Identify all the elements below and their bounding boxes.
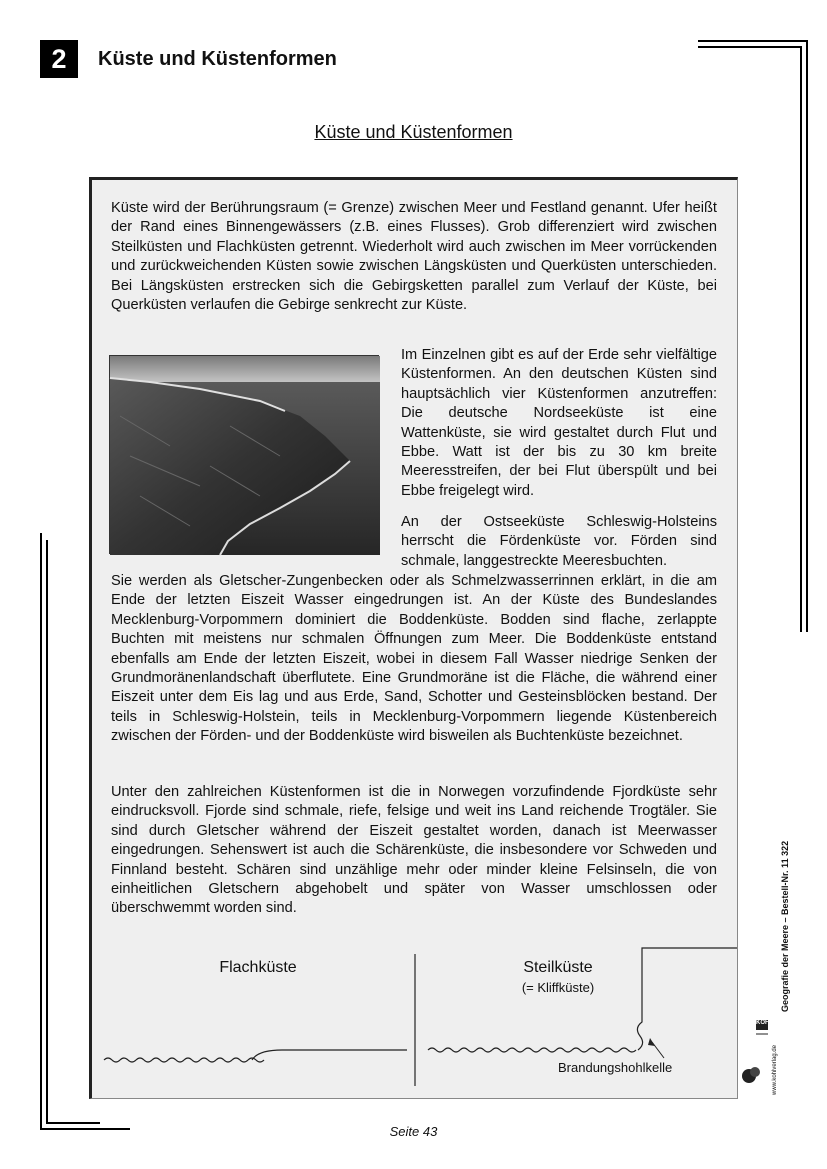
steep-coast-sublabel: (= Kliffküste) [521,980,595,995]
order-number-text: Geografie der Meere – Bestell-Nr. 11 322 [780,840,790,1012]
page-number: Seite 43 [389,1124,438,1139]
paragraph-bodden: Sie werden als Gletscher-Zungenbecken oder als Schmelzwasserrinnen erklärt, in die am Ende der letzten Eiszeit Wasser eingedrungen ist. An der Küste des Bundeslandes Mecklenburg-Vorpommern dominiert die Boddenküste. Bodden sind flache, zerlappte Buchten mit meistens nur schmalen Öffnungen zum Meer. Die Boddenküste entstand ebenfalls am Ende der letzten Eiszeit, wobei in diesem Fall Wasser niedrige Senken der Grundmoränenlandschaft überflutete. Eine Grundmoräne ist die Fläche, die während einer Eiszeit unter dem Eis lag und aus Erde, Sand, Schotter und Gesteinsblöcken bestand. Der teils in Schleswig-Holstein, teils in Mecklenburg-Vorpommern liegende Küstenbereich zwischen der Förden- und der Boddenküste wird bisweilen als Buchtenküste bezeichnet. [111,573,717,745]
paragraph-fjord: Unter den zahlreichen Küstenformen ist die in Norwegen vorzufindende Fjordküste sehr eindrucksvoll. Fjorde sind schmale, riefe, felsige und weit ins Land reichende Trogtäler. Sie sind durch Gletscher während der Eiszeit gestaltet worden, danach ist Meerwasser eingedrungen. Sehenswert ist auch die Schärenküste, die insbesondere vor Schweden und Finnland besteht. Schären sind unzählige mehr oder minder kleine Felsinseln, die von einheitlichen Gletschern abgehobelt und später von Wasser umschlossen oder überschwemmt worden sind. [111,784,717,917]
frame-line-top-right-1 [698,40,808,42]
coast-diagram [92,940,737,1098]
chapter-title: Küste und Küstenformen [98,48,337,70]
frame-line-top-right-2 [698,46,802,48]
flat-coast-land [252,1050,407,1060]
frame-line-left-vertical-1 [40,533,42,1130]
page-title: Küste und Küstenformen [314,122,513,142]
publisher-url[interactable]: www.kohlverlag.de [772,1044,778,1095]
flat-coast-water [104,1058,264,1062]
frame-line-left-vertical-2 [46,540,48,1124]
notch-annotation: Brandungshohlkelle [558,1060,673,1075]
publisher-name: KOHL [756,1020,773,1026]
flat-coast-label: Flachküste [219,959,297,976]
coast-photo [109,355,379,554]
steep-coast-label: Steilküste [523,959,593,976]
steep-coast-water [428,1048,636,1052]
cliff-line [637,948,737,1050]
paragraph-coastforms: Im Einzelnen gibt es auf der Erde sehr vielfältige Küstenformen. An den deutschen Küsten sind hauptsächlich vier Küstenformen anzutreffen: Die deutsche Nordseeküste ist eine Wattenküste, sie wird gestaltet durch Flut und Ebbe. Watt ist der bis zu 30 km breite Meeresstreifen, der bei Flut überspült und bei Ebbe freigelegt wird. [401,347,717,499]
chapter-number-badge: 2 [40,40,78,78]
paragraph-foerden: An der Ostseeküste Schleswig-Holsteins herrscht die Fördenküste vor. Förden sind schmale, langgestreckte Meeresbuchten. [401,514,717,569]
paragraph-intro: Küste wird der Berührungsraum (= Grenze) zwischen Meer und Festland genannt. Ufer heißt der Rand eines Binnengewässers (z.B. eines Flusses). Grob differenziert wird zwischen Steilküsten und Flachküsten getrennt. Wiederholt wird auch zwischen im Meer vorrückenden und zurückweichenden Küsten sowie zwischen Längsküsten und Querküsten unterschieden. Bei Längsküsten erstrecken sich die Gebirgsketten parallel zum Verlauf der Küste, bei Querküsten verlaufen die Gebirge senkrecht zur Küste. [111,200,717,314]
